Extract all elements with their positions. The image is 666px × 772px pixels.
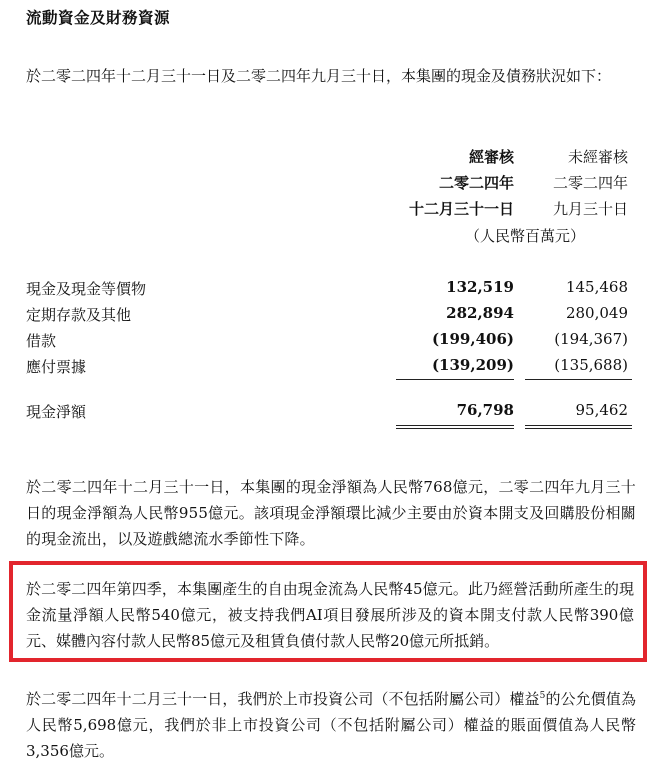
col2-header-unaudited: 未經審核 xyxy=(567,148,628,166)
col1-header-audited: 經審核 xyxy=(468,148,514,166)
intro-paragraph: 於二零二四年十二月三十一日及二零二四年九月三十日，本集團的現金及債務狀況如下： xyxy=(26,67,612,85)
net-cash-paragraph: 於二零二四年十二月三十一日，本集團的現金淨額為人民幣768億元，二零二四年九月三十日的現金淨額為人民幣955億元。該項現金淨額環比減少主要由於資本開支及回購股份相關的現金流出，以及遊戲總流水季節性下降。 xyxy=(26,478,636,548)
row-label-borrowings: 借款 xyxy=(26,332,57,350)
row-value-term-deposits-sep: 280,049 xyxy=(565,304,628,322)
row-value-borrowings-sep: (194,367) xyxy=(554,330,628,348)
row-label-notes-payable: 應付票據 xyxy=(26,358,87,376)
total-line-col2-bottom xyxy=(525,428,632,429)
total-line-col2-top xyxy=(525,425,632,426)
footnote-marker: 5 xyxy=(539,691,546,701)
investments-paragraph-part2: 的公允價值為人民幣5,698億元，我們於非上市投資公司（不包括附屬公司）權益的賬面價值為人民幣3,356億元。 xyxy=(26,690,636,760)
row-value-notes-payable-sep: (135,688) xyxy=(554,356,628,374)
row-value-term-deposits-dec: 282,894 xyxy=(446,304,514,322)
row-value-net-cash-dec: 76,798 xyxy=(456,401,514,419)
col2-header-date: 九月三十日 xyxy=(552,200,628,218)
row-value-borrowings-dec: (199,406) xyxy=(431,330,514,348)
investments-paragraph xyxy=(26,683,636,764)
free-cash-flow-paragraph: 於二零二四年第四季，本集團產生的自由現金流為人民幣45億元。此乃經營活動所產生的現金流量淨額人民幣540億元，被支持我們AI項目發展所涉及的資本開支付款人民幣390億元、媒體內容付款人民幣85億元及租賃負債付款人民幣20億元所抵銷。 xyxy=(26,580,634,650)
row-value-cash-dec: 132,519 xyxy=(446,278,514,296)
col1-header-year: 二零二四年 xyxy=(438,174,514,192)
subtotal-line-col1 xyxy=(396,379,514,380)
row-label-net-cash: 現金淨額 xyxy=(26,403,87,421)
section-title: 流動資金及財務資源 xyxy=(26,9,171,27)
col1-header-date: 十二月三十一日 xyxy=(408,200,514,218)
row-value-notes-payable-dec: (139,209) xyxy=(431,356,514,374)
row-value-cash-sep: 145,468 xyxy=(565,278,628,296)
total-line-col1-bottom xyxy=(396,428,514,429)
subtotal-line-col2 xyxy=(525,379,632,380)
investments-paragraph-part1: 於二零二四年十二月三十一日，我們於上市投資公司（不包括附屬公司）權益 xyxy=(26,690,540,708)
row-label-term-deposits: 定期存款及其他 xyxy=(26,306,132,324)
table-unit: （人民幣百萬元） xyxy=(465,227,586,245)
row-label-cash: 現金及現金等價物 xyxy=(26,280,147,298)
row-value-net-cash-sep: 95,462 xyxy=(575,401,628,419)
total-line-col1-top xyxy=(396,425,514,426)
col2-header-year: 二零二四年 xyxy=(552,174,628,192)
